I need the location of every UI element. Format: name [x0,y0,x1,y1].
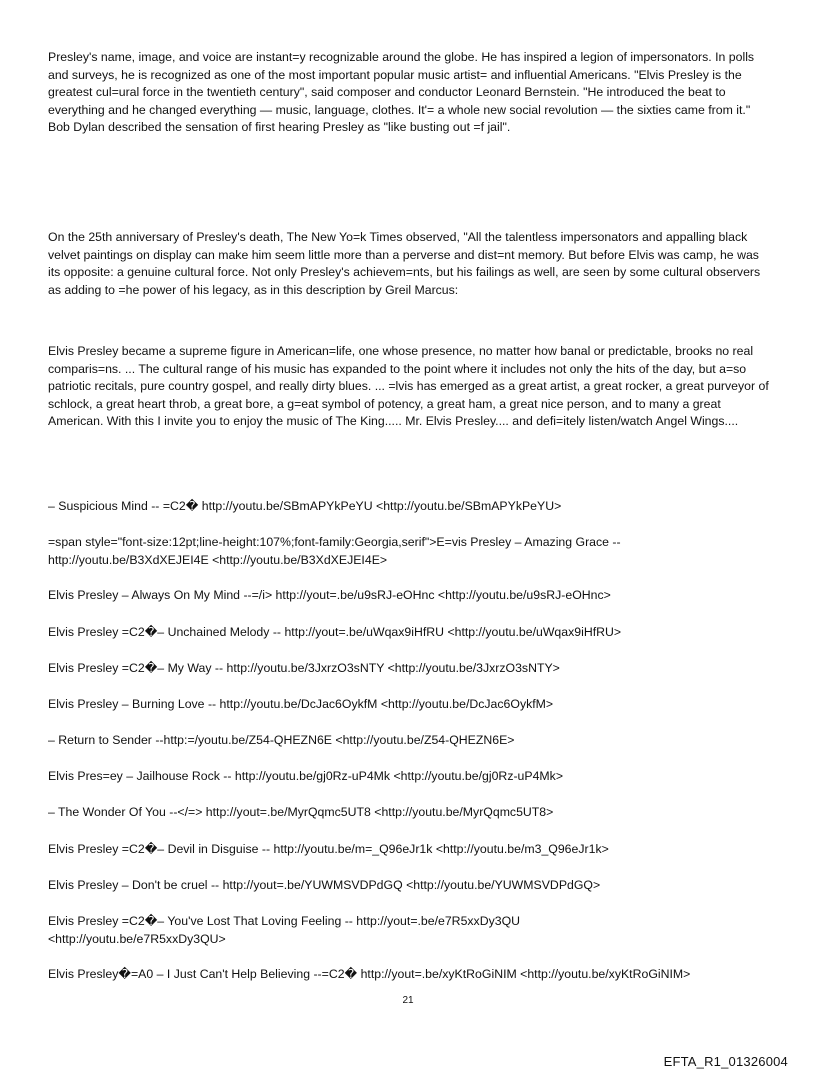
link-line-jailhouse-rock[interactable]: Elvis Pres=ey – Jailhouse Rock -- http://youtu.be/gj0Rz-uP4Mk <http://youtu.be/gj0Rz-uP4Mk> [48,769,564,783]
link-line-wonder-of-you[interactable]: – The Wonder Of You --</=> http://yout=.be/MyrQqmc5UT8 <http://youtu.be/MyrQqmc5UT8> [48,805,554,819]
bates-number: EFTA_R1_01326004 [663,1054,788,1069]
paragraph-legacy-intro: Presley's name, image, and voice are instant=y recognizable around the globe. He has inspired a legion of impersonators. In polls and surveys, he is recognized as one of the most important popular music artist= and influential Americans. "Elvis Presley is the greatest cul=ural force in the twentieth century", said composer and conductor Leonard Bernstein. "He introduced the beat to everything and he changed everything — music, language, clothes. It'= a whole new social revolution — the sixties came from it." Bob Dylan described the sensation of first hearing Presley as "like busting out =f jail". [48,50,755,135]
link-line-cant-help-believing[interactable]: Elvis Presley�=A0 – I Just Can't Help Believing --=C2� http://yout=.be/xyKtRoGiNIM <http://youtu.be/xyKtRoGiNIM> [48,967,691,981]
page-number: 21 [402,995,414,1006]
link-line-lost-that-loving-feeling[interactable]: Elvis Presley =C2�– You've Lost That Loving Feeling -- http://yout=.be/e7R5xxDy3QU <http://youtu.be/e7R5xxDy3QU> [48,914,521,946]
link-line-burning-love[interactable]: Elvis Presley – Burning Love -- http://youtu.be/DcJac6OykfM <http://youtu.be/DcJac6OykfM> [48,697,554,711]
paragraph-greil-marcus: Elvis Presley became a supreme figure in American=life, one whose presence, no matter how banal or predictable, brooks no real comparis=ns. ... The cultural range of his music has expanded to the point where it includes not only the hits of the day, but a=so patriotic recitals, pure country gospel, and really dirty blues. ... =lvis has emerged as a great artist, a great rocker, a great purveyor of schlock, a great heart throb, a great bore, a g=eat symbol of potency, a great ham, a great nice person, and to many a great American. With this I invite you to enjoy the music of The King..... Mr. Elvis Presley.... and defi=itely listen/watch Angel Wings.... [48,344,769,429]
link-line-suspicious-mind[interactable]: – Suspicious Mind -- =C2� http://youtu.be/SBmAPYkPeYU <http://youtu.be/SBmAPYkPeYU> [48,499,562,513]
link-line-unchained-melody[interactable]: Elvis Presley =C2�– Unchained Melody -- http://yout=.be/uWqax9iHfRU <http://youtu.be/uWqax9iHfRU> [48,625,622,639]
link-line-always-on-my-mind[interactable]: Elvis Presley – Always On My Mind --=/i> http://yout=.be/u9sRJ-eOHnc <http://youtu.be/u9sRJ-eOHnc> [48,588,611,602]
link-line-amazing-grace[interactable]: =span style="font-size:12pt;line-height:107%;font-family:Georgia,serif">E=vis Presley – Amazing Grace -- http://youtu.be/B3XdXEJEI4E <http://youtu.be/B3XdXEJEI4E> [48,535,621,567]
link-line-devil-in-disguise[interactable]: Elvis Presley =C2�– Devil in Disguise -- http://youtu.be/m=_Q96eJr1k <http://youtu.be/m3_Q96eJr1k> [48,842,609,856]
link-line-dont-be-cruel[interactable]: Elvis Presley – Don't be cruel -- http://yout=.be/YUWMSVDPdGQ <http://youtu.be/YUWMSVDPdGQ> [48,878,601,892]
link-line-return-to-sender[interactable]: – Return to Sender --http:=/youtu.be/Z54-QHEZN6E <http://youtu.be/Z54-QHEZN6E> [48,733,515,747]
link-line-my-way[interactable]: Elvis Presley =C2�– My Way -- http://youtu.be/3JxrzO3sNTY <http://youtu.be/3JxrzO3sNTY> [48,661,560,675]
paragraph-anniversary: On the 25th anniversary of Presley's death, The New Yo=k Times observed, "All the talentless impersonators and appalling black velvet paintings on display can make him seem little more than a perverse and dist=nt memory. But before Elvis was camp, he was its opposite: a genuine cultural force. Not only Presley's achievem=nts, but his failings as well, are seen by some cultural observers as adding to =he power of his legacy, as in this description by Greil Marcus: [48,230,761,297]
